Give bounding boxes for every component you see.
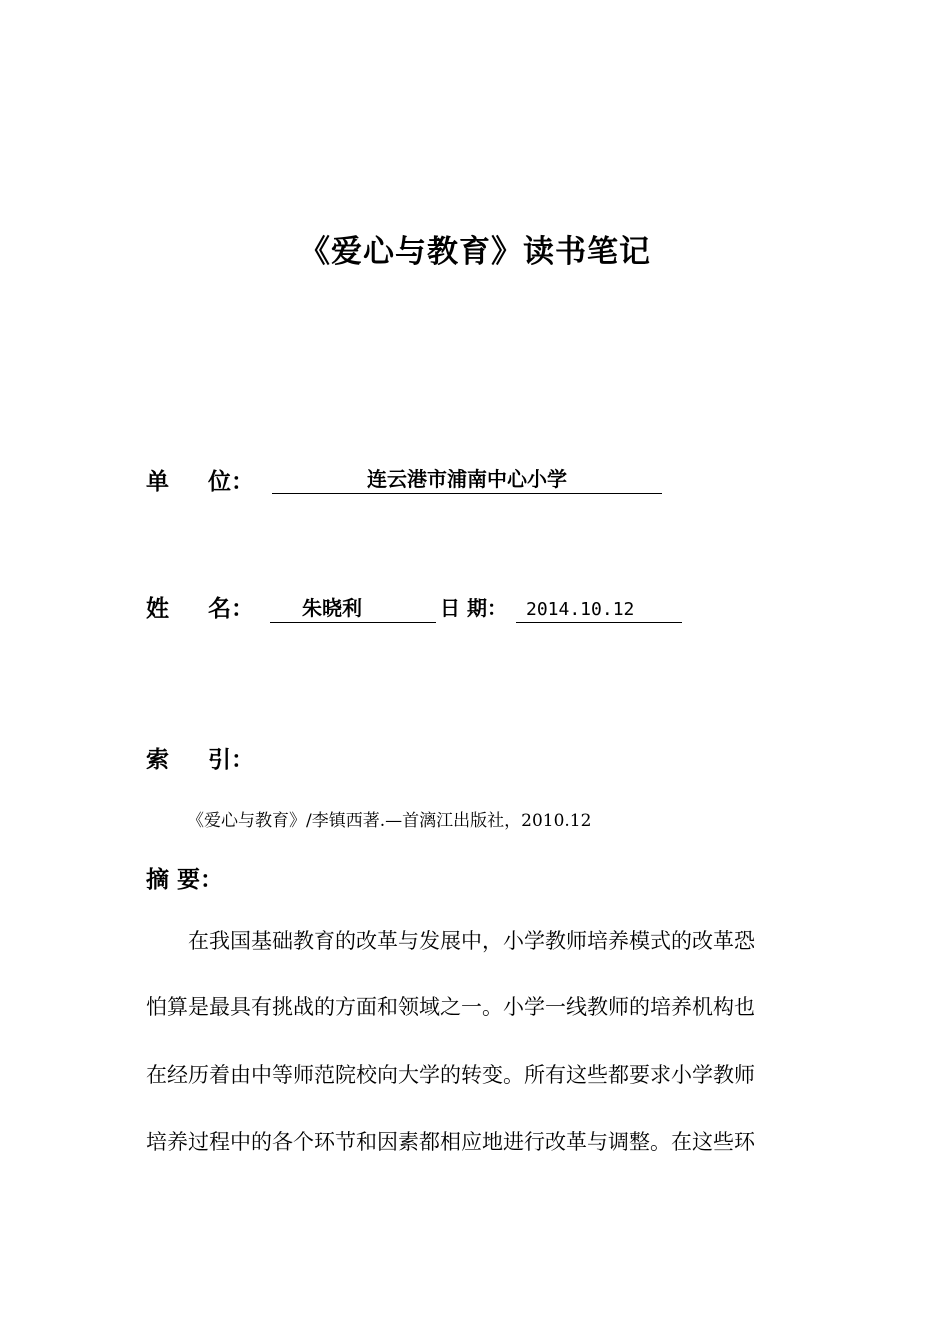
abstract-label: 摘 要： [146, 867, 224, 893]
index-label-char1: 索 [146, 747, 169, 773]
name-value-field [270, 594, 436, 623]
unit-label-char1: 单 [146, 469, 169, 495]
name-label-char1: 姓 [146, 596, 169, 622]
index-label-char2: 引： [208, 747, 254, 773]
name-label [146, 594, 254, 624]
abstract-line-4: 培养过程中的各个环节和因素都相应地进行改革与调整。在这些环 [146, 1130, 755, 1154]
document-title: 《爱心与教育》读书笔记 [299, 234, 651, 270]
unit-label [146, 467, 254, 497]
abstract-line-3: 在经历着由中等师范院校向大学的转变。所有这些都要求小学教师 [146, 1063, 755, 1087]
abstract-line-1: 在我国基础教育的改革与发展中，小学教师培养模式的改革恐 [188, 929, 755, 953]
name-label-char2: 名： [208, 596, 254, 622]
unit-label-char2: 位： [208, 469, 254, 495]
unit-value: 连云港市浦南中心小学 [367, 467, 567, 491]
date-label: 日 期： [440, 596, 507, 620]
unit-value-field [272, 465, 662, 494]
date-value: 2014.10.12 [526, 599, 635, 620]
citation-text: 《爱心与教育》/李镇西著.—首漓江出版社，2010.12 [187, 811, 592, 831]
name-value: 朱晓利 [302, 596, 362, 620]
index-label [146, 745, 254, 775]
date-value-field [516, 594, 682, 623]
abstract-line-2: 怕算是最具有挑战的方面和领域之一。小学一线教师的培养机构也 [146, 995, 755, 1019]
